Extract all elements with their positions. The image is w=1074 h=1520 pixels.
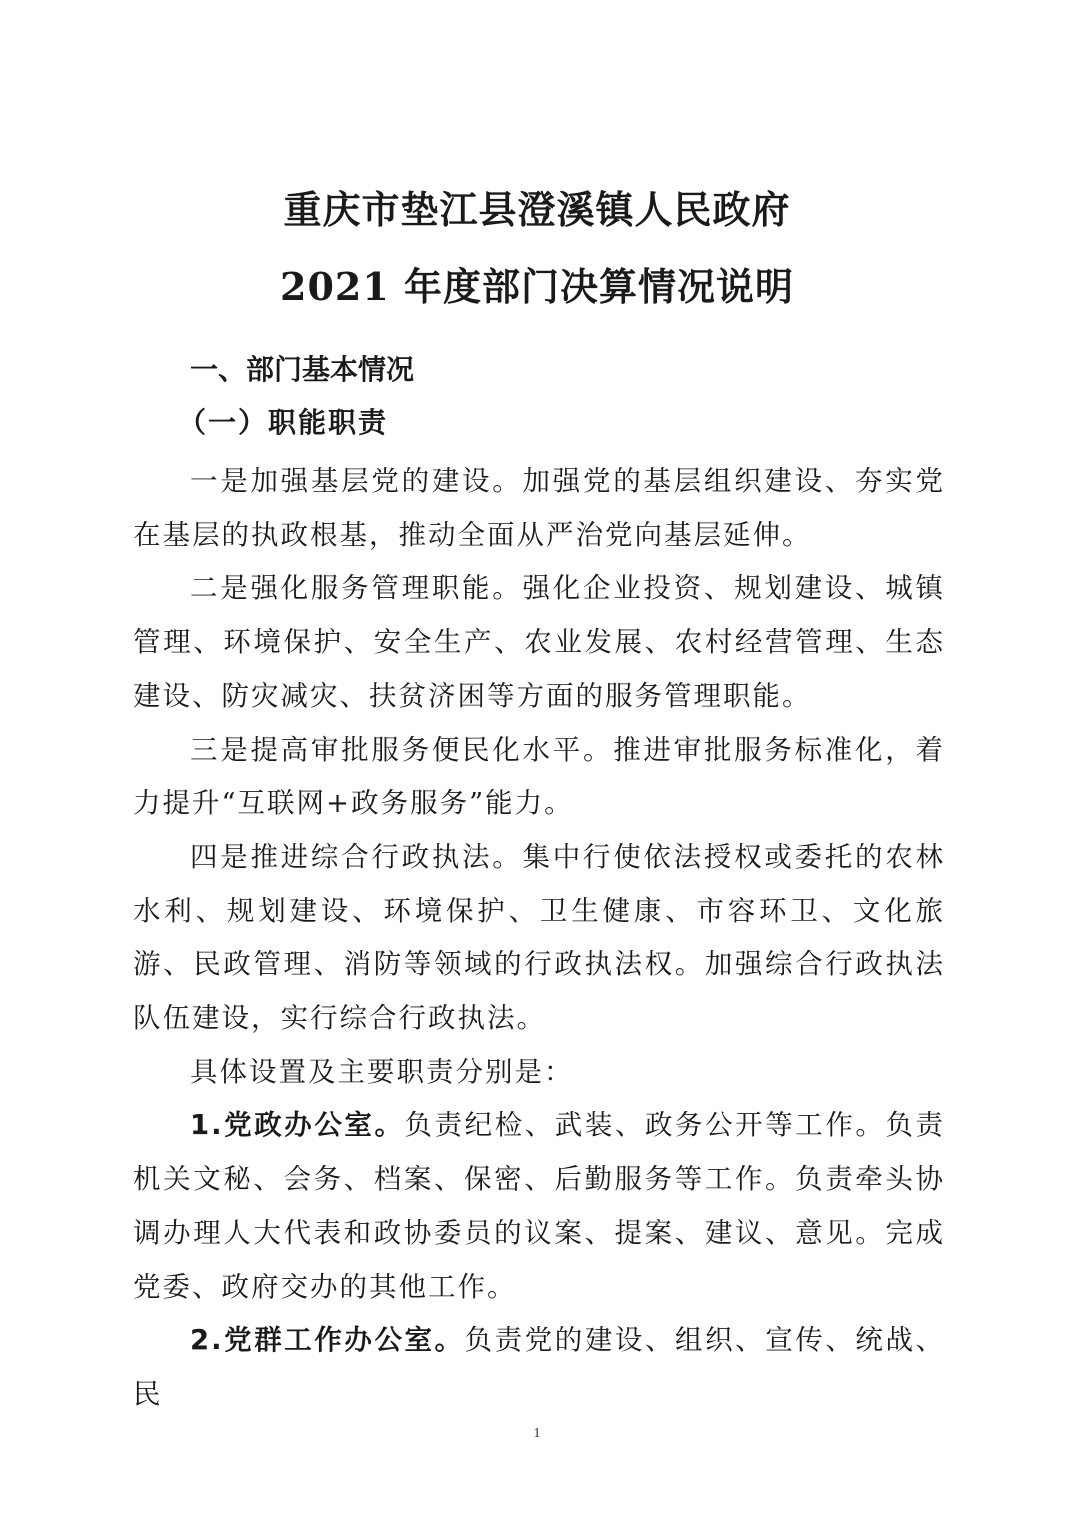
list-item-number: 1.	[190, 1109, 224, 1142]
paragraph-3: 三是提高审批服务便民化水平。推进审批服务标准化，着力提升“互联网+政务服务”能力。	[133, 733, 945, 820]
paragraph-1: 一是加强基层党的建设。加强党的基层组织建设、夯实党在基层的执政根基，推动全面从严治党向基层延伸。	[133, 465, 945, 551]
list-item-title: 党政办公室。	[223, 1109, 405, 1142]
document-title-line-1: 重庆市垫江县澄溪镇人民政府	[283, 187, 791, 232]
paragraph-2: 二是强化服务管理职能。强化企业投资、规划建设、城镇管理、环境保护、安全生产、农业发展、农村经营管理、生态建设、防灾减灾、扶贫济困等方面的服务管理职能。	[133, 572, 945, 712]
subsection-heading: （一）职能职责	[178, 406, 389, 439]
list-item-1	[133, 1099, 945, 1314]
list-item-text: 负责纪检、武装、政务公开等工作。负责机关文秘、会务、档案、保密、后勤服务等工作。负责牵头协调办理人大代表和政协委员的议案、提案、建议、意见。完成党委、政府交办的其他工作。	[133, 1109, 946, 1303]
paragraph-4: 四是推进综合行政执法。集中行使依法授权或委托的农林水利、规划建设、环境保护、卫生健康、市容环卫、文化旅游、民政管理、消防等领域的行政执法权。加强综合行政执法队伍建设，实行综合行政执法。	[133, 840, 945, 1035]
list-item-text: 负责党的建设、组织、宣传、统战、民	[133, 1324, 946, 1410]
list-item-title: 党群工作办公室。	[223, 1324, 465, 1357]
section-heading: 一、部门基本情况	[190, 353, 415, 386]
list-item-2	[133, 1314, 945, 1421]
paragraph-5: 具体设置及主要职责分别是：	[190, 1055, 574, 1088]
document-body	[133, 455, 945, 1422]
page-number: 1	[533, 1426, 541, 1441]
list-item-number: 2.	[190, 1324, 224, 1357]
document-title-line-2: 2021 年度部门决算情况说明	[280, 264, 794, 309]
